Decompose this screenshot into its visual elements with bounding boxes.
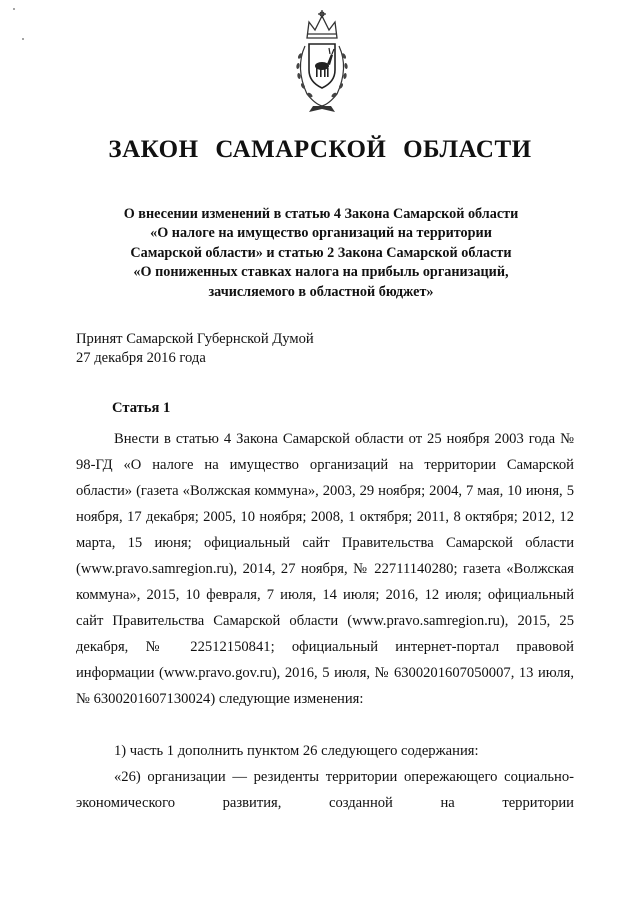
subtitle-line: Самарской области» и статью 2 Закона Самарской области [130, 244, 512, 261]
subtitle-line: «О налоге на имущество организаций на территории [150, 225, 492, 242]
article-item-text: «26) организации — резиденты территории опережающего социально-экономического развития, созданной на территории [76, 769, 574, 811]
adopted-by: Принят Самарской Губернской Думой [76, 331, 314, 347]
subtitle-line: зачисляемого в областной бюджет» [208, 283, 434, 300]
article-item: 1) часть 1 дополнить пунктом 26 следующего содержания: [114, 743, 479, 759]
scan-speck [22, 38, 24, 40]
subtitle-line: «О пониженных ставках налога на прибыль организаций, [133, 264, 509, 281]
subtitle-line: О внесении изменений в статью 4 Закона Самарской области [123, 206, 519, 222]
scan-speck [13, 8, 15, 10]
coat-of-arms-emblem [285, 8, 359, 126]
article-paragraph: Внести в статью 4 Закона Самарской области от 25 ноября 2003 года № 98-ГД «О налоге на имущество организаций на территории Самарской области» (газета «Волжская коммуна», 2003, 29 ноября; 2004, 7 мая, 10 июня, 5 ноября, 17 декабря; 2005, 10 ноября; 2008, 1 октября; 2011, 8 октября; 2012, 12 марта, 15 июня; официальный сайт Правительства Самарской области (www.pravo.samregion.ru), 2014, 27 ноября, № 22711140280; газета «Волжская коммуна», 2015, 10 февраля, 7 июля, 14 июля; 2016, 12 июля; официальный сайт Правительства Самарской области (www.pravo.samregion.ru), 2015, 25 декабря, № 22512150841; официальный интернет-портал правовой информации (www.pravo.gov.ru), 2016, 5 июля, № 6300201607050007, 13 июля, № 6300201607130024) следующие изменения: [76, 431, 574, 707]
document-title: ЗАКОН САМАРСКОЙ ОБЛАСТИ [108, 136, 532, 163]
law-subtitle [96, 205, 546, 302]
samara-coat-of-arms-icon [285, 8, 359, 126]
article-heading: Статья 1 [112, 400, 171, 416]
adoption-info [76, 330, 314, 368]
adoption-date: 27 декабря 2016 года [76, 350, 206, 366]
